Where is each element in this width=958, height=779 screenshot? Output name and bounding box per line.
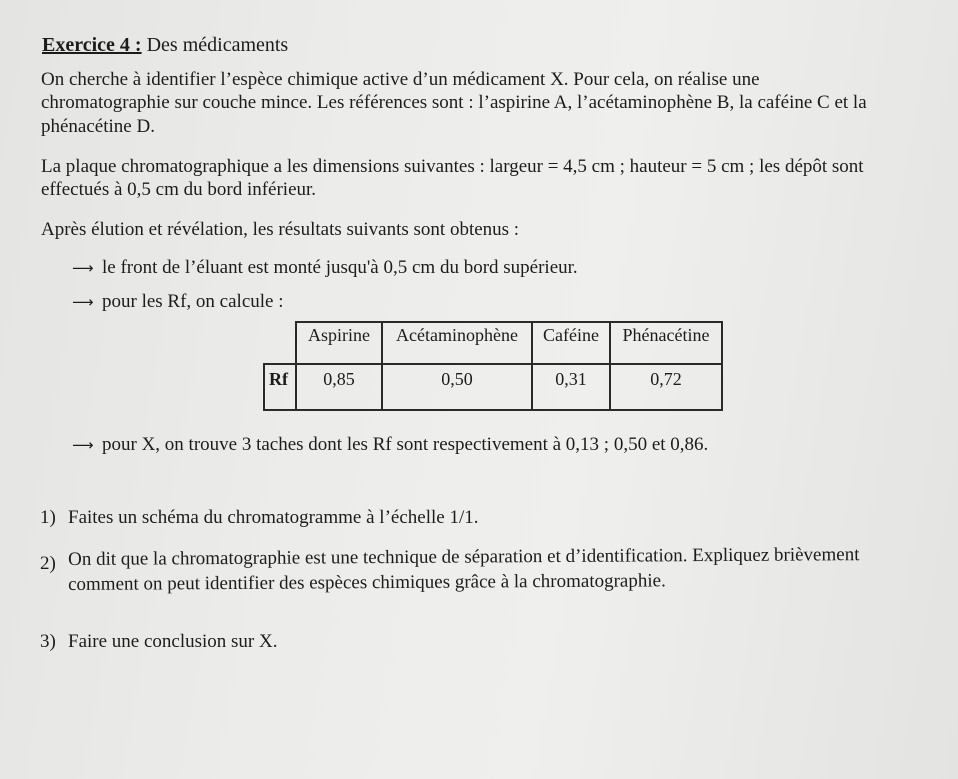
rf-table-corner (264, 322, 296, 364)
exercise-heading (42, 34, 288, 57)
question-1-number: 1) (40, 507, 56, 528)
question-3-number: 3) (40, 631, 56, 652)
intro-line-1: On cherche à identifier l’espèce chimique active d’un médicament X. Pour cela, on réalise une (41, 69, 760, 90)
question-2-number: 2) (40, 553, 56, 574)
question-3-text: Faire une conclusion sur X. (68, 631, 278, 652)
plate-line-2: effectués à 0,5 cm du bord inférieur. (41, 179, 317, 200)
exercise-label: Exercice 4 : (42, 34, 142, 56)
question-2-text-line-2: comment on peut identifier des espèces chimiques grâce à la chromatographie. (68, 570, 666, 595)
intro-line-3: phénacétine D. (41, 116, 155, 137)
rf-value-phenacetine: 0,72 (610, 364, 722, 410)
bullet-x: pour X, on trouve 3 taches dont les Rf sont respectivement à 0,13 ; 0,50 et 0,86. (102, 434, 709, 455)
question-2-text-line-1: On dit que la chromatographie est une technique de séparation et d’identification. Expliquez brièvement (68, 544, 860, 570)
plate-line-1: La plaque chromatographique a les dimensions suivantes : largeur = 4,5 cm ; hauteur = 5 cm ; les dépôt sont (41, 156, 864, 177)
rf-value-acetaminophene: 0,50 (382, 364, 532, 410)
rf-header-phenacetine: Phénacétine (610, 322, 722, 364)
question-1-text: Faites un schéma du chromatogramme à l’échelle 1/1. (68, 507, 479, 528)
arrow-right-icon: ⟶ (72, 259, 94, 277)
rf-table (263, 321, 723, 411)
rf-value-cafeine: 0,31 (532, 364, 610, 410)
intro-line-2: chromatographie sur couche mince. Les références sont : l’aspirine A, l’acétaminophène B, la caféine C et la (41, 92, 867, 113)
rf-row-label: Rf (264, 364, 296, 410)
arrow-right-icon: ⟶ (72, 293, 94, 311)
results-intro: Après élution et révélation, les résultats suivants sont obtenus : (41, 219, 520, 240)
arrow-right-icon: ⟶ (72, 436, 94, 454)
rf-header-cafeine: Caféine (532, 322, 610, 364)
exercise-title: Des médicaments (146, 34, 289, 56)
rf-header-aspirine: Aspirine (296, 322, 382, 364)
bullet-rf: pour les Rf, on calcule : (102, 291, 284, 312)
rf-table-value-row (264, 364, 722, 410)
rf-value-aspirine: 0,85 (296, 364, 382, 410)
bullet-front: le front de l’éluant est monté jusqu'à 0,5 cm du bord supérieur. (102, 257, 578, 278)
rf-header-acetaminophene: Acétaminophène (382, 322, 532, 364)
rf-table-header-row (264, 322, 722, 364)
